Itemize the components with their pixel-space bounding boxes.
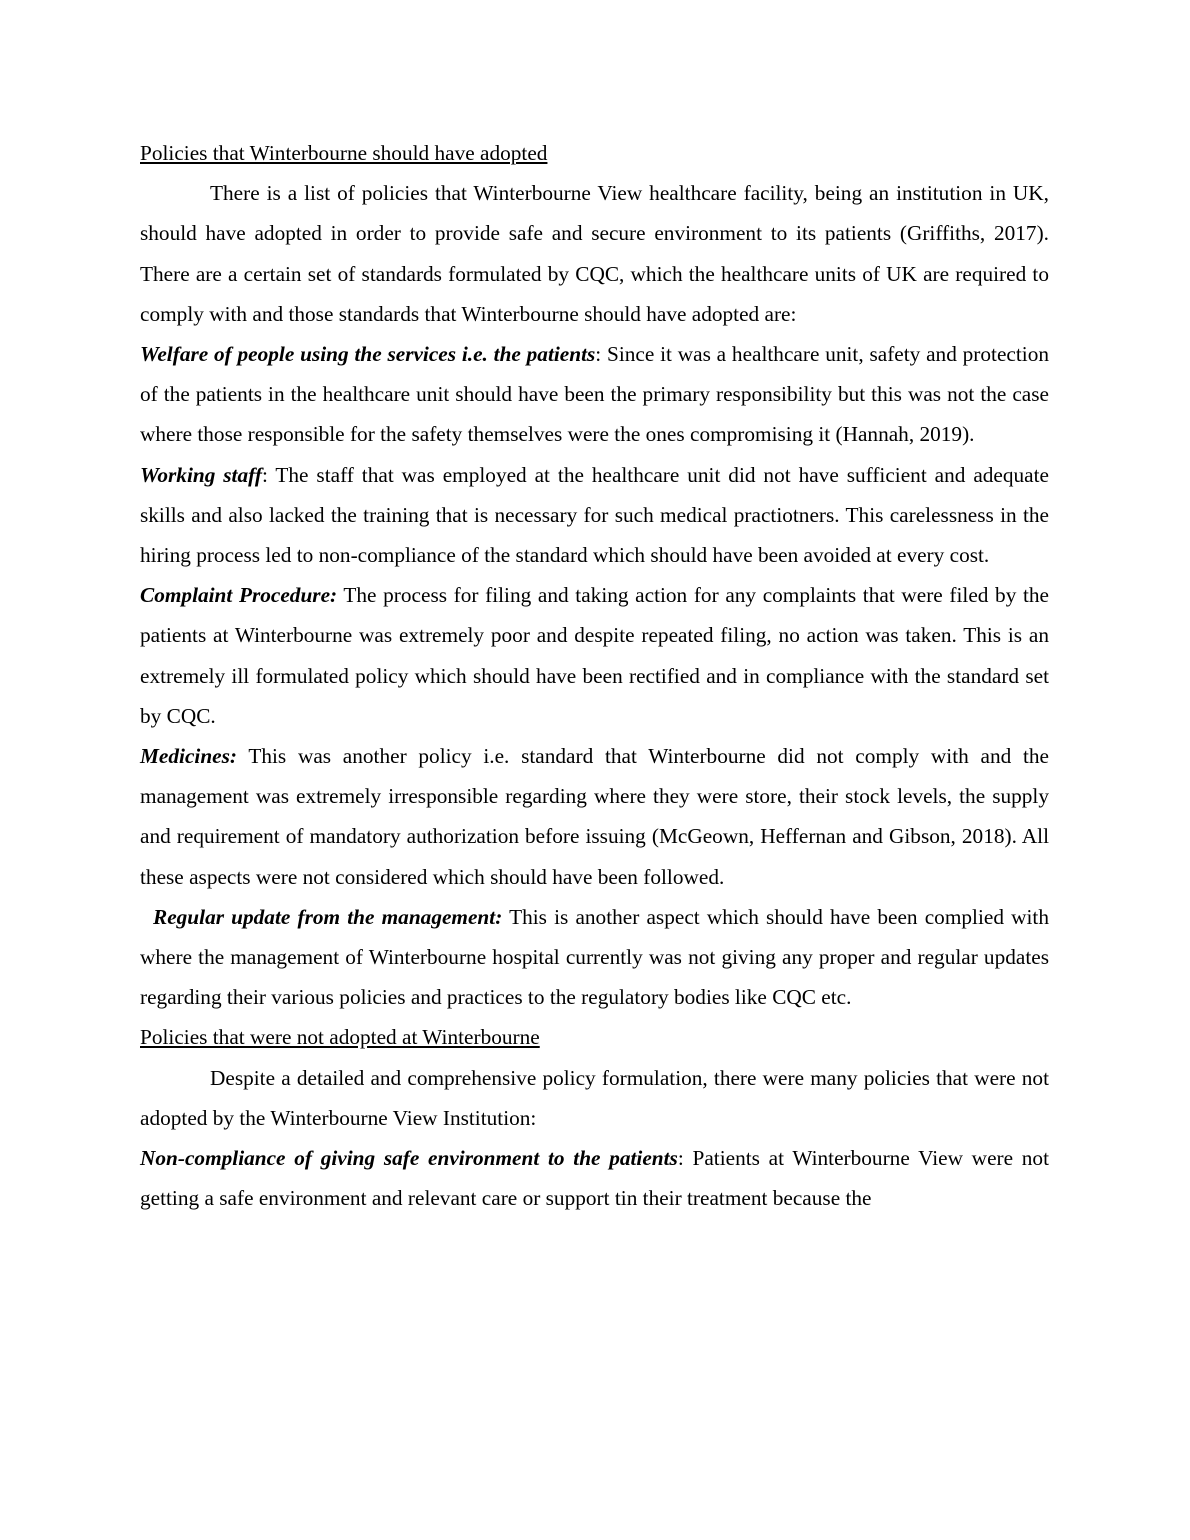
policy-paragraph-complaint (140, 575, 1049, 736)
policy-paragraph-medicines (140, 736, 1049, 897)
policy-text: Since it was a healthcare unit, safety and protection of the patients in the healthcare unit should have been the primary responsibility but this was not the case where those responsible for the safety themselves were the ones compromising it (Hannah, 2019). (140, 342, 1049, 447)
document-page (140, 133, 1049, 1218)
policy-term: Welfare of people using the services i.e. the patients (140, 342, 596, 367)
policy-term: Working staff (140, 462, 262, 487)
intro-paragraph-2: Despite a detailed and comprehensive policy formulation, there were many policies that were not adopted by the Winterbourne View Institution: (140, 1065, 1049, 1130)
policy-separator: : (595, 342, 602, 367)
policy-paragraph-updates (140, 897, 1049, 1018)
policy-text: Patients at Winterbourne View were not getting a safe environment and relevant care or support tin their treatment because the (140, 1146, 1049, 1211)
policy-term: Complaint Procedure: (140, 583, 338, 608)
policy-paragraph-safe-environment (140, 1138, 1049, 1218)
policy-separator: : (677, 1146, 684, 1171)
policy-separator: : (261, 462, 268, 487)
policy-text: The process for filing and taking action for any complaints that were filed by the patients at Winterbourne was extremely poor and despite repeated filing, no action was taken. This is an extremely ill formulated policy which should have been rectified and in compliance with the standard set by CQC. (140, 583, 1050, 728)
intro-paragraph: There is a list of policies that Winterbourne View healthcare facility, being an institution in UK, should have adopted in order to provide safe and secure environment to its patients (Griffiths, 2017). There are a certain set of standards formulated by CQC, which the healthcare units of UK are required to comply with and those standards that Winterbourne should have adopted are: (140, 181, 1049, 326)
policy-term: Regular update from the management: (153, 904, 503, 929)
policy-text: This was another policy i.e. standard that Winterbourne did not comply with and the management was extremely irresponsible regarding where they were store, their stock levels, the supply and requirement of mandatory authorization before issuing (McGeown, Heffernan and Gibson, 2018). All these aspects were not considered which should have been followed. (140, 744, 1049, 889)
policy-paragraph-welfare (140, 334, 1049, 455)
section-heading-adopted: Policies that Winterbourne should have adopted (140, 141, 548, 165)
policy-term: Non-compliance of giving safe environment to the patients (140, 1146, 678, 1171)
policy-paragraph-staff (140, 455, 1049, 576)
section-heading-not-adopted: Policies that were not adopted at Winterbourne (140, 1025, 540, 1050)
policy-text: This is another aspect which should have been complied with where the management of Winterbourne hospital currently was not giving any proper and regular updates regarding their various policies and practices to the regulatory bodies like CQC etc. (140, 904, 1050, 1010)
policy-term: Medicines: (140, 744, 238, 769)
policy-text: The staff that was employed at the healthcare unit did not have sufficient and adequate skills and also lacked the training that is necessary for such medical practiotners. This carelessness in the hiring process led to non-compliance of the standard which should have been avoided at every cost. (140, 462, 1050, 568)
